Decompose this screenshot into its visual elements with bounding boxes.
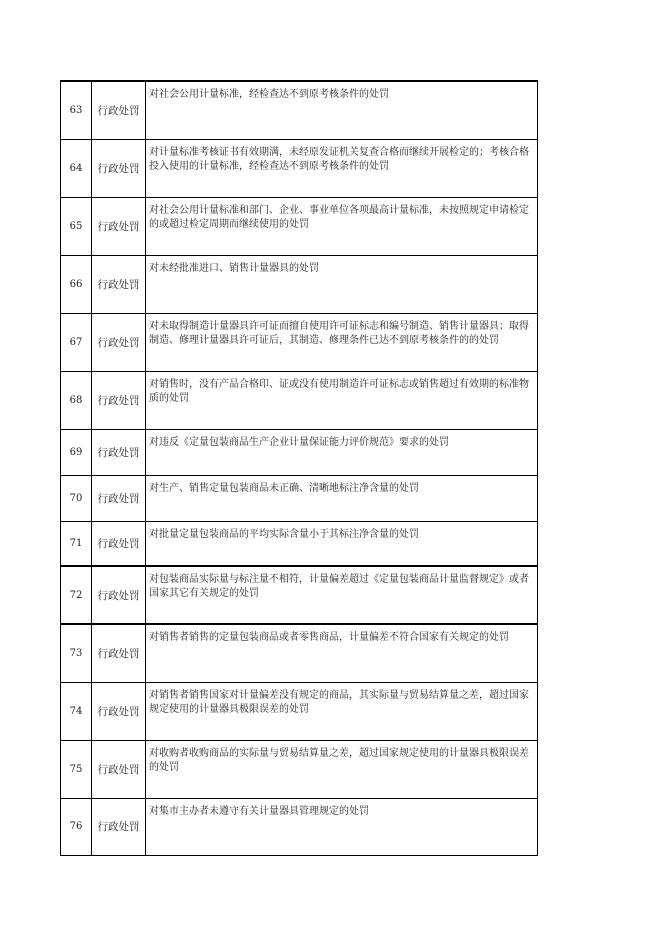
row-number: 71 [61, 521, 92, 566]
table-row [61, 521, 538, 566]
row-description: 对包装商品实际量与标注量不相符，计量偏差超过《定量包装商品计量监督规定》或者国家其它有关规定的处罚 [146, 566, 538, 624]
table-row [61, 624, 538, 682]
row-description: 对销售者销售国家对计量偏差没有规定的商品，其实际量与贸易结算量之差，超过国家规定使用的计量器具极限误差的处罚 [146, 682, 538, 740]
row-number: 72 [61, 566, 92, 624]
row-description: 对收购者收购商品的实际量与贸易结算量之差，超过国家规定使用的计量器具极限误差的处罚 [146, 740, 538, 798]
row-number: 63 [61, 81, 92, 139]
table-row [61, 475, 538, 521]
row-type: 行政处罚 [92, 566, 146, 624]
row-type: 行政处罚 [92, 139, 146, 197]
row-type: 行政处罚 [92, 197, 146, 255]
table-row [61, 682, 538, 740]
row-description: 对集市主办者未遵守有关计量器具管理规定的处罚 [146, 798, 538, 855]
row-type: 行政处罚 [92, 313, 146, 371]
table-row [61, 798, 538, 855]
row-number: 76 [61, 798, 92, 855]
row-description: 对生产、销售定量包装商品未正确、清晰地标注净含量的处罚 [146, 475, 538, 521]
row-number: 74 [61, 682, 92, 740]
row-type: 行政处罚 [92, 624, 146, 682]
row-type: 行政处罚 [92, 371, 146, 429]
row-type: 行政处罚 [92, 429, 146, 475]
row-description: 对未取得制造计量器具许可证而擅自使用许可证标志和编号制造、销售计量器具；取得制造、修理计量器具许可证后，其制造、修理条件已达不到原考核条件的的处罚 [146, 313, 538, 371]
table-row [61, 81, 538, 139]
row-description: 对违反《定量包装商品生产企业计量保证能力评价规范》要求的处罚 [146, 429, 538, 475]
row-description: 对批量定量包装商品的平均实际含量小于其标注净含量的处罚 [146, 521, 538, 566]
row-description: 对社会公用计量标准和部门、企业、事业单位各项最高计量标准，未按照规定申请检定的或超过检定周期而继续使用的处罚 [146, 197, 538, 255]
table-row [61, 740, 538, 798]
row-number: 75 [61, 740, 92, 798]
row-type: 行政处罚 [92, 81, 146, 139]
table-row [61, 371, 538, 429]
row-description: 对计量标准考核证书有效期满，未经原发证机关复查合格而继续开展检定的；考核合格投入使用的计量标准，经检查达不到原考核条件的处罚 [146, 139, 538, 197]
row-number: 68 [61, 371, 92, 429]
row-type: 行政处罚 [92, 682, 146, 740]
row-number: 70 [61, 475, 92, 521]
penalty-table [60, 80, 538, 856]
row-type: 行政处罚 [92, 798, 146, 855]
table-row [61, 255, 538, 313]
table-row [61, 139, 538, 197]
table-row [61, 429, 538, 475]
row-number: 69 [61, 429, 92, 475]
table-row [61, 566, 538, 624]
row-type: 行政处罚 [92, 521, 146, 566]
row-type: 行政处罚 [92, 740, 146, 798]
row-number: 73 [61, 624, 92, 682]
table-row [61, 197, 538, 255]
row-description: 对社会公用计量标准，经检查达不到原考核条件的处罚 [146, 81, 538, 139]
row-number: 67 [61, 313, 92, 371]
row-number: 66 [61, 255, 92, 313]
row-type: 行政处罚 [92, 255, 146, 313]
table-row [61, 313, 538, 371]
row-number: 65 [61, 197, 92, 255]
row-number: 64 [61, 139, 92, 197]
row-description: 对销售者销售的定量包装商品或者零售商品，计量偏差不符合国家有关规定的处罚 [146, 624, 538, 682]
row-description: 对销售时，没有产品合格印、证或没有使用制造许可证标志或销售超过有效期的标准物质的处罚 [146, 371, 538, 429]
row-description: 对未经批准进口、销售计量器具的处罚 [146, 255, 538, 313]
row-type: 行政处罚 [92, 475, 146, 521]
